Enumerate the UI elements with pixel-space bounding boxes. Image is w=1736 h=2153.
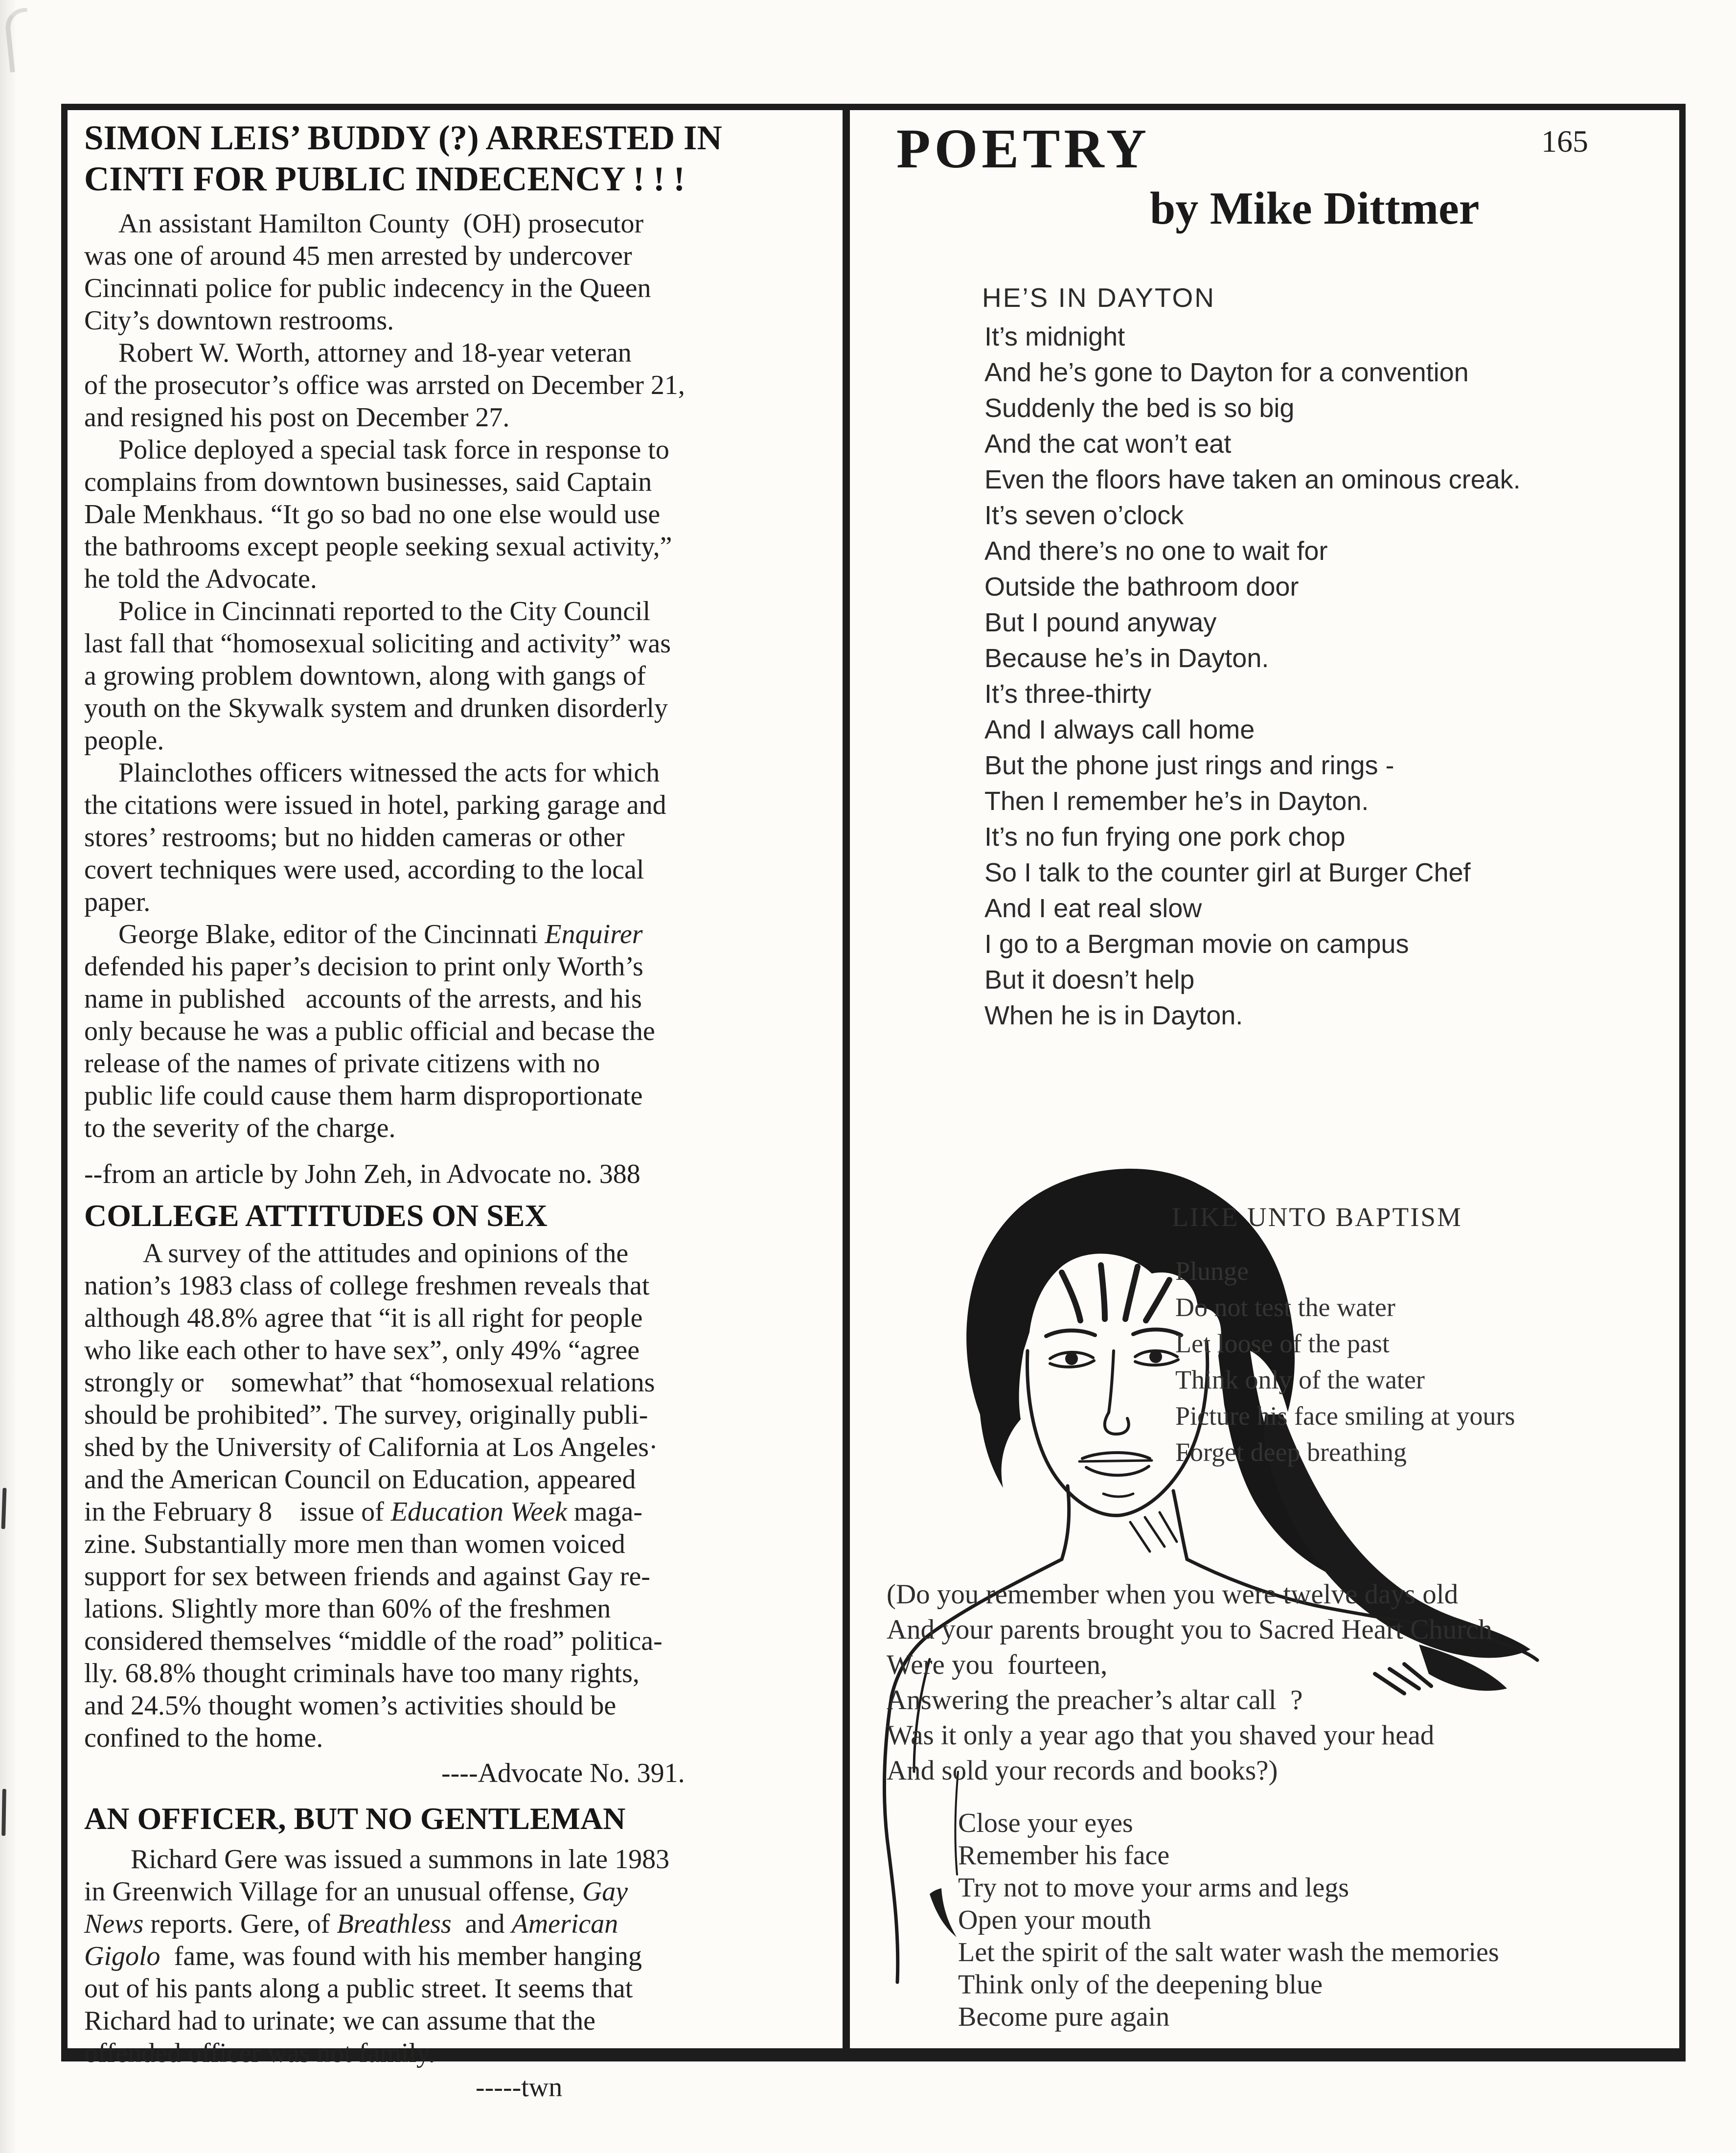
poem2-stanza-1: Plunge Do not test the water Let loose of the past Think only of the water Picture his face smiling at yours Forget deep breathing: [1175, 1256, 1515, 1467]
article1-headline: SIMON LEIS’ BUDDY (?) ARRESTED IN CINTI FOR PUBLIC INDECENCY ! ! !: [84, 119, 722, 198]
article1-attribution: --from an article by John Zeh, in Advocate no. 388: [84, 1159, 640, 1189]
article2-paragraph: A survey of the attitudes and opinions of the nation’s 1983 class of college freshmen reveals that although 48.8% agree that “it is all right for people who like each other to have sex”, only 49% “agree strongly or somewhat” that “homosexual relations should be prohibited”. The survey, originally publi- shed by the University of California at Los Angeles· and the American Council on Education, appeared in the February 8 issue of Education Week maga- zine. Substantially more men than women voiced support for sex between friends and against Gay re- lations. Slightly more than 60% of the freshmen considered themselves “middle of the road” politica- lly. 68.8% thought criminals have too many rights, and 24.5% thought women’s activities should be confined to the home.: [84, 1238, 662, 1753]
poem1-body: It’s midnight And he’s gone to Dayton for a convention Suddenly the bed is so big And the cat won’t eat Even the floors have taken an ominous creak. It’s seven o’clock And there’s no one to wait for Outside the bathroom door But I pound anyway Because he’s in Dayton. It’s three-thirty And I always call home But the phone just rings and rings - Then I remember he’s in Dayton. It’s no fun frying one pork chop So I talk to the counter girl at Burger Chef And I eat real slow I go to a Bergman movie on campus But it doesn’t help When he is in Dayton.: [984, 322, 1521, 1030]
article1-paragraph-6: George Blake, editor of the Cincinnati Enquirer defended his paper’s decision to print only Worth’s name in published accounts of the arrests, and his only because he was a public official and becase the release of the names of private citizens with no public life could cause them harm disproportionate to the severity of the charge.: [84, 919, 655, 1143]
article1-paragraph-4: Police in Cincinnati reported to the City Council last fall that “homosexual soliciting and activity” was a growing problem downtown, along with gangs of youth on the Skywalk system and drunken disorderly people.: [84, 596, 671, 756]
poem2-stanza-2: (Do you remember when you were twelve days old And your parents brought you to Sacred Heart Church Were you fourteen, Answering the preacher’s altar call ? Was it only a year ago that you shaved your head And sold your records and books?): [887, 1579, 1492, 1786]
article1-paragraph-1: An assistant Hamilton County (OH) prosecutor was one of around 45 men arrested by undercover Cincinnati police for public indecency in the Queen City’s downtown restrooms.: [84, 208, 651, 336]
article1-paragraph-5: Plainclothes officers witnessed the acts for which the citations were issued in hotel, parking garage and stores’ restrooms; but no hidden cameras or other covert techniques were used, according to the local paper.: [84, 758, 666, 917]
article3-signature: -----twn: [476, 2072, 563, 2103]
article2-heading: COLLEGE ATTITUDES ON SEX: [84, 1198, 548, 1233]
article1-paragraph-2: Robert W. Worth, attorney and 18-year veteran of the prosecutor’s office was arrsted on December 21, and resigned his post on December 27.: [84, 338, 685, 433]
poem2-title: LIKE UNTO BAPTISM: [1172, 1202, 1462, 1232]
poem1-title: HE’S IN DAYTON: [982, 282, 1215, 313]
scan-margin-tick: [1, 1789, 6, 1836]
article3-heading: AN OFFICER, BUT NO GENTLEMAN: [84, 1801, 626, 1836]
article3-paragraph: Richard Gere was issued a summons in late 1983 in Greenwich Village for an unusual offense, Gay News reports. Gere, of Breathless and American Gigolo fame, was found with his member hanging out of his pants along a public street. It seems that Richard had to urinate; we can assume that the offended officer was not family.: [84, 1844, 670, 2068]
poetry-byline: by Mike Dittmer: [1150, 183, 1480, 234]
article1-paragraph-3: Police deployed a special task force in response to complains from downtown businesses, said Captain Dale Menkhaus. “It go so bad no one else would use the bathrooms except people seeking sexual activity,” he told the Advocate.: [84, 435, 672, 594]
left-column: [84, 117, 823, 2104]
column-divider-rule: [843, 104, 850, 2061]
article2-attribution: ----Advocate No. 391.: [441, 1758, 685, 1788]
page-number: 165: [1541, 124, 1588, 159]
poem2-stanza-3: Close your eyes Remember his face Try not to move your arms and legs Open your mouth Let the spirit of the salt water wash the memories Think only of the deepening blue Become pure again: [958, 1808, 1499, 2032]
poetry-section-title: POETRY: [896, 117, 1151, 180]
